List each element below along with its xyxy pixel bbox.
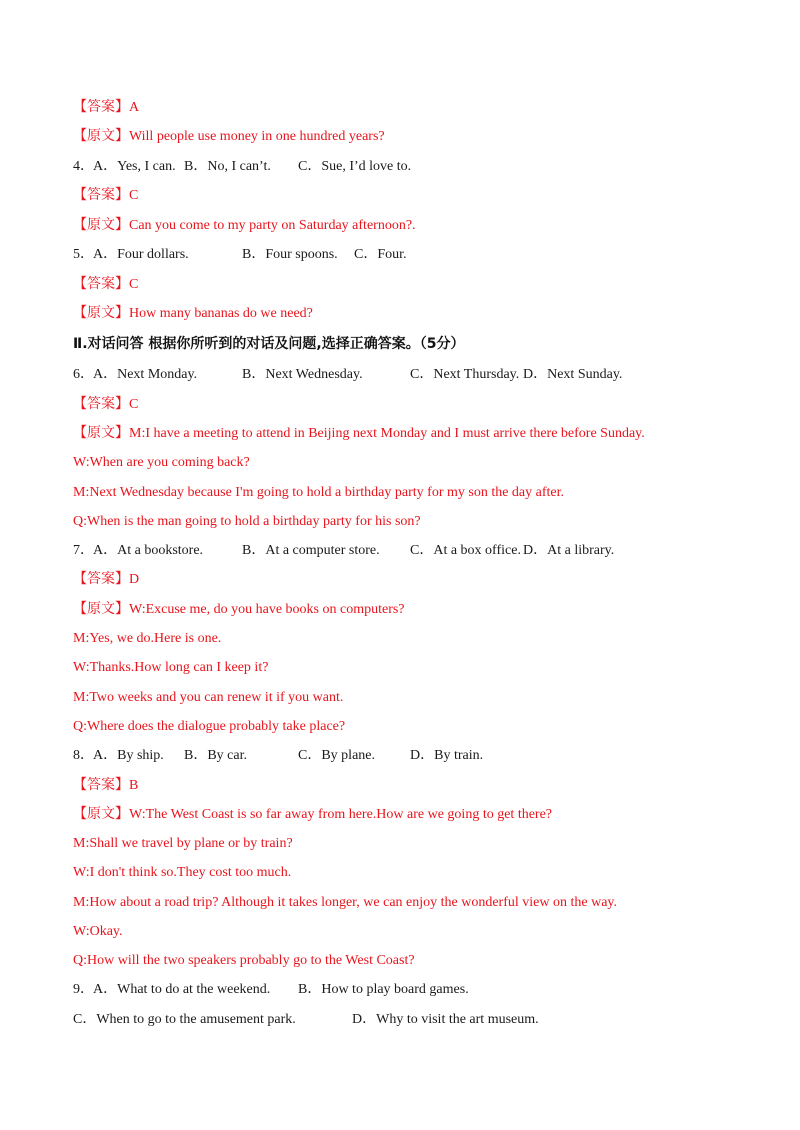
q6-option-b: B．Next Wednesday.	[242, 367, 363, 382]
q7-option-c: C．At a box office.	[410, 543, 521, 558]
q8-options	[73, 747, 773, 765]
q6-source-line-4: Q:When is the man going to hold a birthday party for his son?	[73, 514, 421, 529]
q7-source-line-4: M:Two weeks and you can renew it if you want.	[73, 690, 344, 705]
q9-options-row-1	[73, 981, 773, 999]
q5-option-b: B．Four spoons.	[242, 247, 338, 262]
q8-source-line-1: 【原文】W:The West Coast is so far away from here.How are we going to get there?	[73, 807, 553, 822]
q4-number: 4．	[73, 159, 94, 174]
q7-source-line-5: Q:Where does the dialogue probably take place?	[73, 719, 346, 734]
q8-source-line-3: W:I don't think so.They cost too much.	[73, 865, 292, 880]
q6-option-c: C．Next Thursday.	[410, 367, 520, 382]
q6-answer: 【答案】C	[73, 397, 139, 412]
q6-number: 6．	[73, 367, 94, 382]
q7-source-line-2: M:Yes, we do.Here is one.	[73, 631, 222, 646]
q3-answer: 【答案】A	[73, 100, 140, 115]
q8-option-a: A．By ship.	[93, 748, 164, 763]
q4-option-a: A．Yes, I can.	[93, 159, 176, 174]
q5-option-c: C．Four.	[354, 247, 407, 262]
q4-options	[73, 158, 773, 176]
q9-option-d: D．Why to visit the art museum.	[352, 1012, 539, 1027]
q8-option-c: C．By plane.	[298, 748, 375, 763]
q7-number: 7．	[73, 543, 94, 558]
q7-option-a: A．At a bookstore.	[93, 543, 204, 558]
q9-option-c: C．When to go to the amusement park.	[73, 1012, 296, 1027]
q6-option-d: D．Next Sunday.	[523, 367, 623, 382]
q6-options	[73, 366, 773, 384]
q4-option-b: B．No, I can’t.	[184, 159, 271, 174]
q9-options-row-2	[73, 1011, 773, 1029]
q9-number: 9．	[73, 982, 94, 997]
q4-source: 【原文】Can you come to my party on Saturday afternoon?.	[73, 218, 416, 233]
q6-source-line-3: M:Next Wednesday because I'm going to hold a birthday party for my son the day after.	[73, 485, 565, 500]
q7-answer: 【答案】D	[73, 572, 140, 587]
q7-option-b: B．At a computer store.	[242, 543, 380, 558]
q8-source-line-2: M:Shall we travel by plane or by train?	[73, 836, 293, 851]
q8-option-d: D．By train.	[410, 748, 484, 763]
q6-source-line-2: W:When are you coming back?	[73, 455, 250, 470]
q9-option-a: A．What to do at the weekend.	[93, 982, 271, 997]
section-2-heading: Ⅱ.对话问答 根据你所听到的对话及问题,选择正确答案。（5分）	[73, 336, 465, 352]
q8-number: 8．	[73, 748, 94, 763]
q6-option-a: A．Next Monday.	[93, 367, 198, 382]
q8-answer: 【答案】B	[73, 778, 139, 793]
q7-options	[73, 542, 773, 560]
q5-answer: 【答案】C	[73, 277, 139, 292]
q5-option-a: A．Four dollars.	[93, 247, 189, 262]
q6-source-line-1: 【原文】M:I have a meeting to attend in Beijing next Monday and I must arrive there before Sunday.	[73, 426, 645, 441]
q5-number: 5．	[73, 247, 94, 262]
q7-option-d: D．At a library.	[523, 543, 615, 558]
q3-source: 【原文】Will people use money in one hundred years?	[73, 129, 385, 144]
q8-option-b: B．By car.	[184, 748, 247, 763]
q8-source-line-5: W:Okay.	[73, 924, 123, 939]
q5-options	[73, 246, 773, 264]
q5-source: 【原文】How many bananas do we need?	[73, 306, 313, 321]
q8-source-line-4: M:How about a road trip? Although it takes longer, we can enjoy the wonderful view on the way.	[73, 895, 618, 910]
q4-answer: 【答案】C	[73, 188, 139, 203]
q7-source-line-3: W:Thanks.How long can I keep it?	[73, 660, 269, 675]
q4-option-c: C．Sue, I’d love to.	[298, 159, 412, 174]
q9-option-b: B．How to play board games.	[298, 982, 469, 997]
q8-source-line-6: Q:How will the two speakers probably go to the West Coast?	[73, 953, 415, 968]
q7-source-line-1: 【原文】W:Excuse me, do you have books on computers?	[73, 602, 405, 617]
